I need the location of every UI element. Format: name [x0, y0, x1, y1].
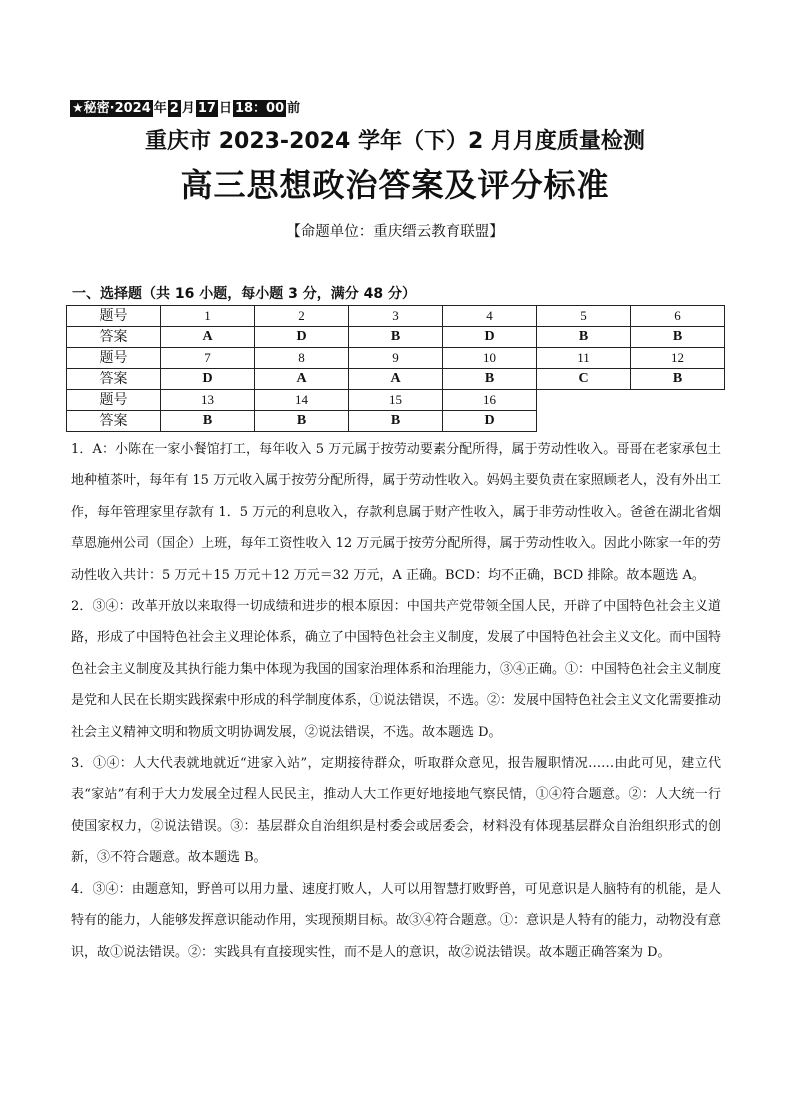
- answer-row: [67, 411, 725, 432]
- row-label: 答案: [67, 369, 161, 390]
- answer-cell: B: [537, 327, 631, 348]
- row-label: 题号: [67, 390, 161, 411]
- question-number-cell: 4: [443, 306, 537, 327]
- question-number-cell: 8: [255, 348, 349, 369]
- question-number-row: [67, 306, 725, 327]
- question-number-cell: 2: [255, 306, 349, 327]
- secret-part: 日: [218, 101, 232, 116]
- secret-part: 18：00: [234, 101, 285, 116]
- secret-part: 前: [287, 101, 301, 116]
- empty-cell: [537, 390, 631, 411]
- answer-cell: B: [349, 411, 443, 432]
- empty-cell: [537, 411, 631, 432]
- answer-cell: B: [349, 327, 443, 348]
- question-number-cell: 12: [631, 348, 725, 369]
- confidential-notice: [70, 97, 301, 116]
- question-number-cell: 14: [255, 390, 349, 411]
- question-number-cell: 5: [537, 306, 631, 327]
- answer-cell: D: [161, 369, 255, 390]
- answer-row: [67, 369, 725, 390]
- secret-part: ★秘密·2024: [72, 101, 151, 116]
- exam-title: 重庆市 2023-2024 学年（下）2 月月度质量检测: [145, 129, 645, 154]
- question-number-cell: 7: [161, 348, 255, 369]
- question-number-row: [67, 348, 725, 369]
- answer-cell: B: [631, 327, 725, 348]
- question-number-cell: 16: [443, 390, 537, 411]
- empty-cell: [631, 411, 725, 432]
- answer-cell: A: [349, 369, 443, 390]
- answer-cell: C: [537, 369, 631, 390]
- answer-cell: B: [631, 369, 725, 390]
- explanation-paragraph: 2．③④：改革开放以来取得一切成绩和进步的根本原因：中国共产党带领全国人民，开辟了中国特色社会主义道路，形成了中国特色社会主义理论体系，确立了中国特色社会主义制度，发展了中国特色社会主义文化。而中国特色社会主义制度及其执行能力集中体现为我国的国家治理体系和治理能力，③④正确。①：中国特色社会主义制度是党和人民在长期实践探索中形成的科学制度体系，①说法错误，不选。②：发展中国特色社会主义文化需要推动社会主义精神文明和物质文明协调发展，②说法错误，不选。故本题选 D。: [71, 599, 722, 740]
- question-number-cell: 15: [349, 390, 443, 411]
- explanations: [71, 434, 721, 968]
- answer-cell: D: [443, 411, 537, 432]
- question-number-cell: 10: [443, 348, 537, 369]
- question-number-cell: 3: [349, 306, 443, 327]
- question-number-cell: 13: [161, 390, 255, 411]
- row-label: 答案: [67, 327, 161, 348]
- empty-cell: [631, 390, 725, 411]
- issuing-unit: 【命题单位：重庆缙云教育联盟】: [286, 224, 504, 240]
- row-label: 答案: [67, 411, 161, 432]
- explanation-paragraph: 1．A：小陈在一家小餐馆打工，每年收入 5 万元属于按劳动要素分配所得，属于劳动性收入。哥哥在老家承包土地种植茶叶，每年有 15 万元收入属于按劳分配所得，属于劳动性收入。妈妈主要负责在家照顾老人，没有外出工作，每年管理家里存款有 1．5 万元的利息收入，存款利息属于财产性收入，属于非劳动性收入。爸爸在湖北省烟草恩施州公司（国企）上班，每年工资性收入 12 万元属于按劳分配所得，属于劳动性收入。因此小陈家一年的劳动性收入共计：5 万元＋15 万元＋12 万元＝32 万元，A 正确。BCD：均不正确，BCD 排除。故本题选 A。: [71, 442, 721, 583]
- row-label: 题号: [67, 348, 161, 369]
- question-number-cell: 1: [161, 306, 255, 327]
- answer-table: [66, 305, 725, 432]
- answer-row: [67, 327, 725, 348]
- row-label: 题号: [67, 306, 161, 327]
- explanation-paragraph: 4．③④：由题意知，野兽可以用力量、速度打败人，人可以用智慧打败野兽，可见意识是人脑特有的机能，是人特有的能力，人能够发挥意识能动作用，实现预期目标。故③④符合题意。①：意识是人特有的能力，动物没有意识，故①说法错误。②：实践具有直接现实性，而不是人的意识，故②说法错误。故本题正确答案为 D。: [71, 881, 722, 960]
- answer-cell: A: [255, 369, 349, 390]
- secret-part: 年: [153, 101, 167, 116]
- question-number-cell: 11: [537, 348, 631, 369]
- question-number-row: [67, 390, 725, 411]
- answer-cell: B: [255, 411, 349, 432]
- answer-cell: B: [161, 411, 255, 432]
- secret-part: 月: [181, 101, 195, 116]
- answer-cell: A: [161, 327, 255, 348]
- question-number-cell: 6: [631, 306, 725, 327]
- secret-part: 17: [197, 101, 216, 116]
- answer-cell: B: [443, 369, 537, 390]
- explanation-paragraph: 3．①④：人大代表就地就近“进家入站”，定期接待群众，听取群众意见，报告履职情况……由此可见，建立代表“家站”有利于大力发展全过程人民民主，推动人大工作更好地接地气察民情，①④符合题意。②：人大统一行使国家权力，②说法错误。③：基层群众自治组织是村委会或居委会，材料没有体现基层群众自治组织形式的创新，③不符合题意。故本题选 B。: [71, 756, 721, 866]
- answer-cell: D: [255, 327, 349, 348]
- question-number-cell: 9: [349, 348, 443, 369]
- answer-cell: D: [443, 327, 537, 348]
- section-heading: 一、选择题（共 16 小题，每小题 3 分，满分 48 分）: [72, 286, 416, 302]
- document-title: 高三思想政治答案及评分标准: [180, 166, 610, 204]
- secret-part: 2: [169, 101, 179, 116]
